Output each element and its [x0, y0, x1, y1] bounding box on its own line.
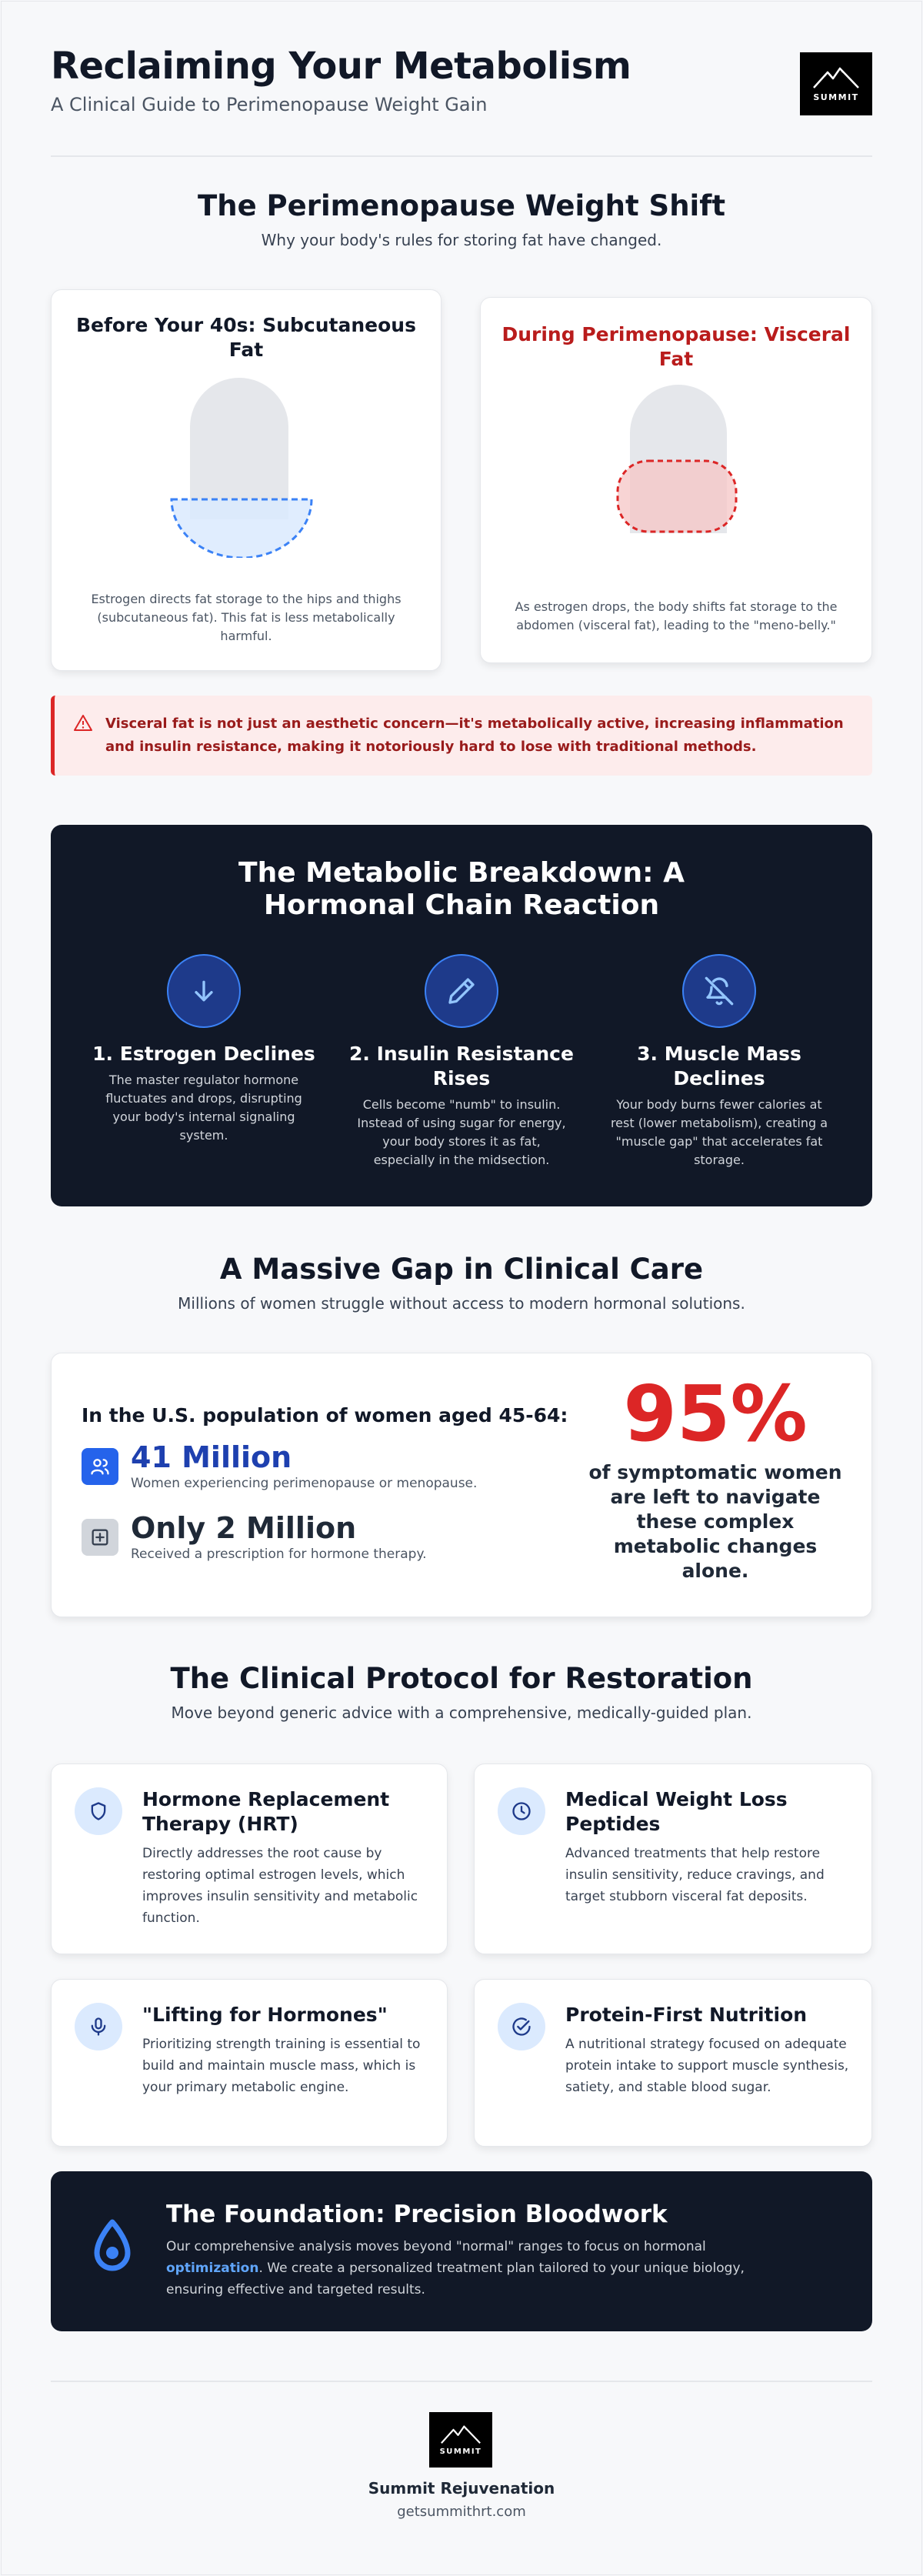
care-gap-subtitle: Millions of women struggle without access to modern hormonal solutions.: [178, 1294, 745, 1313]
step-estrogen: [88, 954, 319, 1145]
summit-logo: [800, 52, 872, 115]
warning-icon: [73, 714, 93, 732]
footer-summit-logo: [429, 2412, 492, 2468]
protocol-item-description: A nutritional strategy focused on adequate protein intake to support muscle synthesis, satiety, and stable blood sugar.: [565, 2037, 849, 2095]
weight-shift-subtitle: Why your body's rules for storing fat have changed.: [261, 231, 662, 249]
visceral-fat-alert: [51, 696, 872, 776]
step-title: 2. Insulin Resistance Rises: [349, 1043, 574, 1089]
population-heading: In the U.S. population of women aged 45-64:: [82, 1404, 568, 1426]
step-title: 1. Estrogen Declines: [92, 1043, 315, 1065]
subcutaneous-fat-figure: [167, 373, 321, 558]
before-40s-title: Before Your 40s: Subcutaneous Fat: [76, 314, 416, 361]
stat-label: Received a prescription for hormone therapy.: [131, 1547, 427, 1562]
protocol-title: The Clinical Protocol for Restoration: [170, 1662, 753, 1695]
stat-value: 41 Million: [131, 1440, 292, 1474]
protocol-item-title: Protein-First Nutrition: [565, 2004, 808, 2026]
protocol-card-hrt: [51, 1763, 448, 1954]
divider: [51, 155, 872, 157]
breakdown-title: The Metabolic Breakdown: A Hormonal Chain Reaction: [238, 857, 685, 921]
footer-divider: [51, 2381, 872, 2382]
before-40s-card: [51, 289, 442, 671]
pencil-icon: [425, 954, 498, 1028]
step-description: Your body burns fewer calories at rest (lower metabolism), creating a "muscle gap" that accelerates fat storage.: [610, 1097, 828, 1167]
alert-text: Visceral fat is not just an aesthetic concern—it's metabolically active, increasing inflammation and insulin resistance, making it notoriously hard to lose with traditional methods.: [105, 716, 844, 755]
plus-square-icon: [82, 1519, 118, 1556]
mountain-icon: [440, 2424, 481, 2444]
microphone-icon: [75, 2003, 122, 2050]
protocol-item-description: Advanced treatments that help restore insulin sensitivity, reduce cravings, and target stubborn visceral fat deposits.: [565, 1846, 825, 1904]
logo-text: SUMMIT: [813, 92, 859, 102]
check-circle-icon: [498, 2003, 545, 2050]
foundation-desc-highlight: optimization: [166, 2261, 259, 2276]
foundation-desc-start: Our comprehensive analysis moves beyond "normal" ranges to focus on hormonal: [166, 2239, 706, 2254]
foundation-title: The Foundation: Precision Bloodwork: [166, 2201, 668, 2228]
stat-label: Women experiencing perimenopause or menopause.: [131, 1476, 478, 1491]
stat-value: Only 2 Million: [131, 1511, 357, 1545]
page-title: Reclaiming Your Metabolism: [51, 45, 631, 88]
protocol-item-title: Medical Weight Loss Peptides: [565, 1788, 788, 1835]
percent-value: 95%: [623, 1369, 808, 1459]
step-muscle: [604, 954, 835, 1170]
users-icon: [82, 1448, 118, 1485]
protocol-card-peptides: [474, 1763, 872, 1954]
footer-company-name: Summit Rejuvenation: [368, 2479, 555, 2498]
protocol-card-lifting: [51, 1979, 448, 2147]
protocol-card-protein: [474, 1979, 872, 2147]
foundation-desc-end: . We create a personalized treatment plan tailored to your unique biology, ensuring effective and targeted results.: [166, 2261, 745, 2297]
percent-description: of symptomatic women are left to navigate these complex metabolic changes alone.: [588, 1461, 842, 1582]
during-perimenopause-title: During Perimenopause: Visceral Fat: [501, 323, 851, 370]
step-description: Cells become "numb" to insulin. Instead of using sugar for energy, your body stores it as fat, especially in the midsection.: [357, 1097, 566, 1167]
protocol-item-title: Hormone Replacement Therapy (HRT): [142, 1788, 390, 1835]
mountain-icon: [812, 66, 860, 89]
clock-icon: [498, 1787, 545, 1835]
blood-drop-icon: [89, 2217, 135, 2279]
protocol-item-description: Directly addresses the root cause by restoring optimal estrogen levels, which improves insulin sensitivity and metabolic function.: [142, 1846, 418, 1926]
visceral-fat-figure: [604, 384, 750, 538]
footer-url[interactable]: getsummithrt.com: [397, 2504, 526, 2520]
protocol-item-description: Prioritizing strength training is essential to build and maintain muscle mass, which is your primary metabolic engine.: [142, 2037, 421, 2095]
step-title: 3. Muscle Mass Declines: [637, 1043, 801, 1089]
step-insulin: [346, 954, 577, 1170]
bell-off-icon: [682, 954, 756, 1028]
foundation-description: [166, 2236, 803, 2301]
arrow-down-icon: [167, 954, 241, 1028]
before-40s-description: Estrogen directs fat storage to the hips and thighs (subcutaneous fat). This fat is less metabolically harmful.: [91, 592, 402, 643]
during-perimenopause-card: [480, 297, 872, 663]
care-gap-title: A Massive Gap in Clinical Care: [219, 1253, 704, 1286]
protocol-subtitle: Move beyond generic advice with a comprehensive, medically-guided plan.: [171, 1703, 752, 1722]
weight-shift-title: The Perimenopause Weight Shift: [197, 189, 726, 222]
page-subtitle: A Clinical Guide to Perimenopause Weight Gain: [51, 94, 488, 115]
foundation-panel: [51, 2171, 872, 2331]
metabolic-breakdown-panel: [51, 825, 872, 1206]
during-perimenopause-description: As estrogen drops, the body shifts fat storage to the abdomen (visceral fat), leading to the "meno-belly.": [515, 599, 838, 632]
shield-icon: [75, 1787, 122, 1835]
step-description: The master regulator hormone fluctuates and drops, disrupting your body's internal signaling system.: [105, 1073, 302, 1143]
logo-text: SUMMIT: [439, 2447, 482, 2456]
protocol-item-title: "Lifting for Hormones": [142, 2004, 388, 2026]
